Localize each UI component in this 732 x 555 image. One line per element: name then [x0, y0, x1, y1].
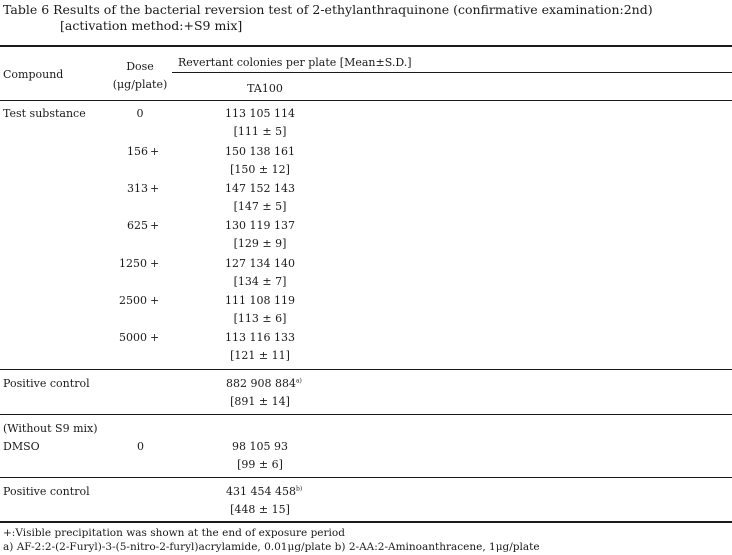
- mean-cell: [121 ± 11]: [230, 349, 290, 362]
- dose-cell: 156: [127, 145, 148, 158]
- positive-control-rule: [0, 414, 732, 415]
- mean-cell: [129 ± 9]: [233, 237, 287, 250]
- positive-control-label: Positive control: [3, 377, 90, 390]
- dmso-rule: [0, 477, 732, 478]
- header-strain: TA100: [247, 82, 283, 95]
- values-cell: 111 108 119: [225, 294, 295, 307]
- positive-control-label: Positive control: [3, 485, 90, 498]
- values-cell: [226, 377, 302, 391]
- values-cell: 147 152 143: [225, 182, 295, 195]
- values-cell: 113 116 133: [225, 331, 295, 344]
- values-text: 882 908 884: [226, 377, 296, 390]
- dose-cell: 1250: [119, 257, 147, 270]
- footnote-marker: a): [295, 377, 302, 385]
- values-cell: 150 138 161: [225, 145, 295, 158]
- dose-cell: 0: [137, 440, 144, 453]
- precipitation-mark: +: [150, 294, 160, 307]
- top-rule: [0, 45, 732, 47]
- values-text: 431 454 458: [226, 485, 296, 498]
- bottom-rule: [0, 521, 732, 523]
- values-cell: [226, 485, 302, 499]
- precipitation-mark: +: [150, 219, 160, 232]
- table-title-line1: Table 6 Results of the bacterial reversion test of 2-ethylanthraquinone (confirmative examination:2nd): [3, 2, 653, 17]
- header-dose: Dose: [126, 60, 154, 73]
- values-cell: 127 134 140: [225, 257, 295, 270]
- dmso-label: DMSO: [3, 440, 40, 453]
- values-cell: 98 105 93: [232, 440, 288, 453]
- mean-cell: [448 ± 15]: [230, 503, 290, 516]
- footnote-controls: a) AF-2:2-(2-Furyl)-3-(5-nitro-2-furyl)acrylamide, 0.01μg/plate b) 2-AA:2-Aminoanthracene, 1μg/plate: [3, 541, 540, 553]
- dose-cell: 0: [136, 107, 144, 120]
- header-revertant: Revertant colonies per plate [Mean±S.D.]: [178, 56, 412, 69]
- dose-cell: 625: [127, 219, 148, 232]
- precipitation-mark: +: [150, 145, 160, 158]
- precipitation-mark: +: [150, 257, 160, 270]
- header-compound: Compound: [3, 68, 64, 81]
- test-substance-rule: [0, 369, 732, 370]
- header-divider: [172, 72, 732, 73]
- dose-cell: 313: [127, 182, 148, 195]
- header-bottom-rule: [0, 100, 732, 101]
- footnote-precipitation: +:Visible precipitation was shown at the end of exposure period: [3, 527, 345, 539]
- mean-cell: [134 ± 7]: [233, 275, 287, 288]
- footnote-marker: b): [295, 485, 303, 493]
- values-cell: 130 119 137: [225, 219, 295, 232]
- dose-cell: 2500: [119, 294, 147, 307]
- test-substance-label: Test substance: [3, 107, 86, 120]
- values-cell: 113 105 114: [225, 107, 295, 120]
- mean-cell: [99 ± 6]: [237, 458, 283, 471]
- mean-cell: [113 ± 6]: [233, 312, 287, 325]
- without-s9-label: (Without S9 mix): [3, 422, 98, 435]
- table-title-line2: [activation method:+S9 mix]: [60, 18, 243, 33]
- header-dose-unit: (μg/plate): [112, 78, 168, 91]
- mean-cell: [147 ± 5]: [233, 200, 287, 213]
- mean-cell: [111 ± 5]: [233, 125, 287, 138]
- mean-cell: [891 ± 14]: [230, 395, 290, 408]
- dose-cell: 5000: [119, 331, 147, 344]
- precipitation-mark: +: [150, 182, 160, 195]
- precipitation-mark: +: [150, 331, 160, 344]
- mean-cell: [150 ± 12]: [230, 163, 290, 176]
